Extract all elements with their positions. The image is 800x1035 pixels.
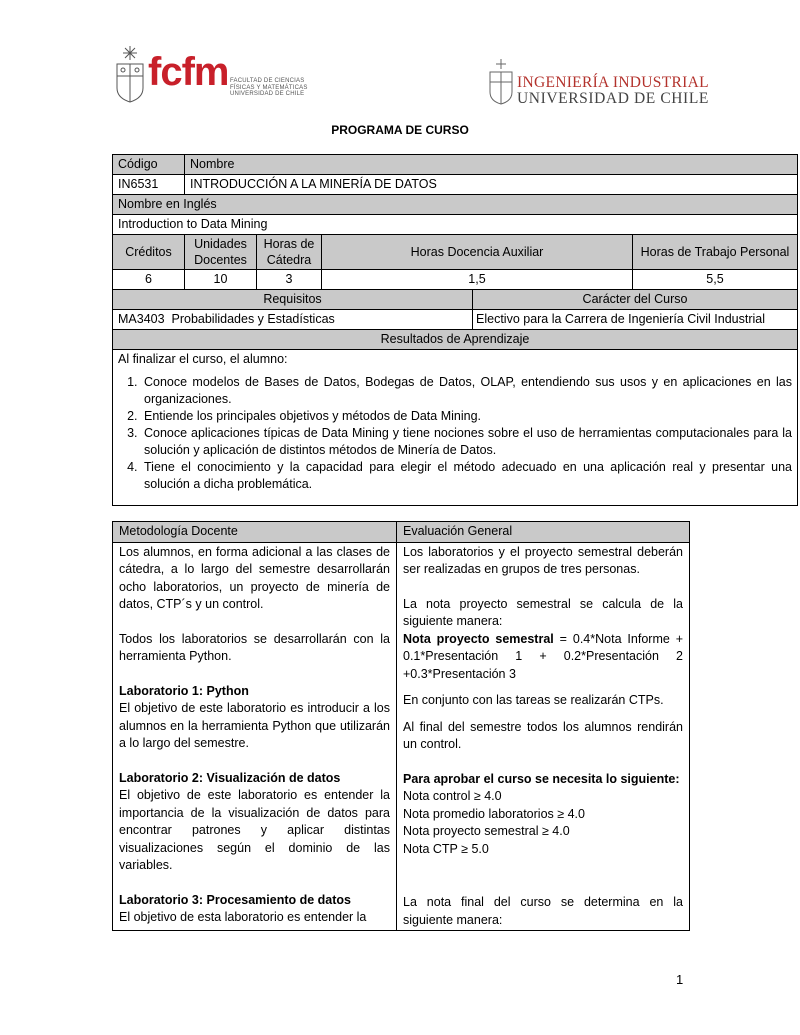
department-crest-icon <box>488 58 514 106</box>
course-name: INTRODUCCIÓN A LA MINERÍA DE DATOS <box>185 175 798 195</box>
list-item: 2. Entiende los principales objetivos y métodos de Data Mining. <box>141 408 792 425</box>
personal-hours-value: 5,5 <box>633 270 798 290</box>
university-name: UNIVERSIDAD DE CHILE <box>517 90 709 107</box>
character-label: Carácter del Curso <box>473 290 798 310</box>
university-crest-icon <box>112 44 152 106</box>
list-item: 1. Conoce modelos de Bases de Datos, Bodegas de Datos, OLAP, entendiendo sus usos y en aplicaciones en las organizaciones. <box>141 374 792 408</box>
project-formula <box>403 631 683 684</box>
document-title: PROGRAMA DE CURSO <box>331 123 469 137</box>
list-item: 3. Conoce aplicaciones típicas de Data Mining y tiene nociones sobre el uso de herramientas computacionales para la solución y aplicación de distintos métodos de Minería de Datos. <box>141 425 792 459</box>
credits-label: Créditos <box>113 235 185 270</box>
requirement-item: Nota promedio laboratorios ≥ 4.0 <box>403 806 585 821</box>
requirement-item: Nota proyecto semestral ≥ 4.0 <box>403 824 570 838</box>
methodology-cell <box>113 542 397 931</box>
requirement-item: Nota control ≥ 4.0 <box>403 789 502 803</box>
outcomes-cell <box>113 350 798 506</box>
outcomes-intro: Al finalizar el curso, el alumno: <box>118 352 288 366</box>
methodology-label: Metodología Docente <box>113 522 397 543</box>
units-value: 10 <box>185 270 257 290</box>
lab3-title: Laboratorio 3: Procesamiento de datos <box>119 892 351 907</box>
name-label: Nombre <box>185 155 798 175</box>
outcomes-label: Resultados de Aprendizaje <box>113 330 798 350</box>
personal-hours-label: Horas de Trabajo Personal <box>633 235 798 270</box>
lab2-text: El objetivo de este laboratorio es entender la importancia de la visualización de datos para encontrar patrones y aplicar distintas visualizaciones según el dominio de las variables. <box>119 788 390 872</box>
methodology-intro: Los alumnos, en forma adicional a las clases de cátedra, a lo largo del semestre desarrollarán ocho laboratorios, un proyecto de minería de datos, CTP´s y un control. <box>119 544 390 611</box>
aux-hours-value: 1,5 <box>322 270 633 290</box>
aux-hours-label: Horas Docencia Auxiliar <box>322 235 633 270</box>
character-value: Electivo para la Carrera de Ingeniería Civil Industrial <box>473 310 798 330</box>
course-code: IN6531 <box>113 175 185 195</box>
lecture-hours-label: Horas de Cátedra <box>257 235 322 270</box>
credits-value: 6 <box>113 270 185 290</box>
ctp-note: En conjunto con las tareas se realizarán CTPs. <box>403 693 664 707</box>
lab1-title: Laboratorio 1: Python <box>119 683 249 698</box>
lab2-title: Laboratorio 2: Visualización de datos <box>119 770 341 785</box>
formula-text: = 0.4*Nota Informe + 0.1*Presentación 1 + 0.2*Presentación 2 +0.3*Presentación 3 <box>403 631 684 681</box>
requirement-item: Nota CTP ≥ 5.0 <box>403 841 489 856</box>
lecture-hours-value: 3 <box>257 270 322 290</box>
english-name-label: Nombre en Inglés <box>113 195 798 215</box>
formula-label: Nota proyecto semestral <box>403 631 554 646</box>
outcomes-list <box>118 374 792 493</box>
methodology-evaluation-table <box>112 521 690 931</box>
fcfm-wordmark: fcfm <box>148 50 229 94</box>
course-info-table <box>112 154 798 506</box>
control-note: Al final del semestre todos los alumnos rendirán un control. <box>403 719 683 751</box>
evaluation-cell <box>397 542 690 931</box>
requisites-label: Requisitos <box>113 290 473 310</box>
methodology-tool: Todos los laboratorios se desarrollarán con la herramienta Python. <box>119 631 390 663</box>
project-intro: La nota proyecto semestral se calcula de la siguiente manera: <box>403 596 683 628</box>
list-item: 4. Tiene el conocimiento y la capacidad para elegir el método adecuado en una aplicación real y presentar una solución a dicha problemática. <box>141 459 792 493</box>
requisites-value: MA3403 Probabilidades y Estadísticas <box>113 310 473 330</box>
fcfm-subtitle: FACULTAD DE CIENCIAS FÍSICAS Y MATEMÁTICAS UNIVERSIDAD DE CHILE <box>230 78 308 97</box>
page-number: 1 <box>676 972 684 987</box>
evaluation-groups: Los laboratorios y el proyecto semestral deberán ser realizadas en grupos de tres personas. <box>403 544 683 576</box>
units-label: Unidades Docentes <box>185 235 257 270</box>
english-name: Introduction to Data Mining <box>113 215 798 235</box>
lab3-text: El objetivo de esta laboratorio es entender la <box>119 910 367 924</box>
final-grade-note: La nota final del curso se determina en la siguiente manera: <box>403 895 683 927</box>
lab1-text: El objetivo de este laboratorio es introducir a los alumnos en la herramienta Python que utilizarán a lo largo del semestre. <box>119 701 390 750</box>
department-name: INGENIERÍA INDUSTRIAL <box>517 74 709 91</box>
evaluation-label: Evaluación General <box>397 522 690 543</box>
code-label: Código <box>113 155 185 175</box>
approve-title: Para aprobar el curso se necesita lo siguiente: <box>403 771 680 786</box>
